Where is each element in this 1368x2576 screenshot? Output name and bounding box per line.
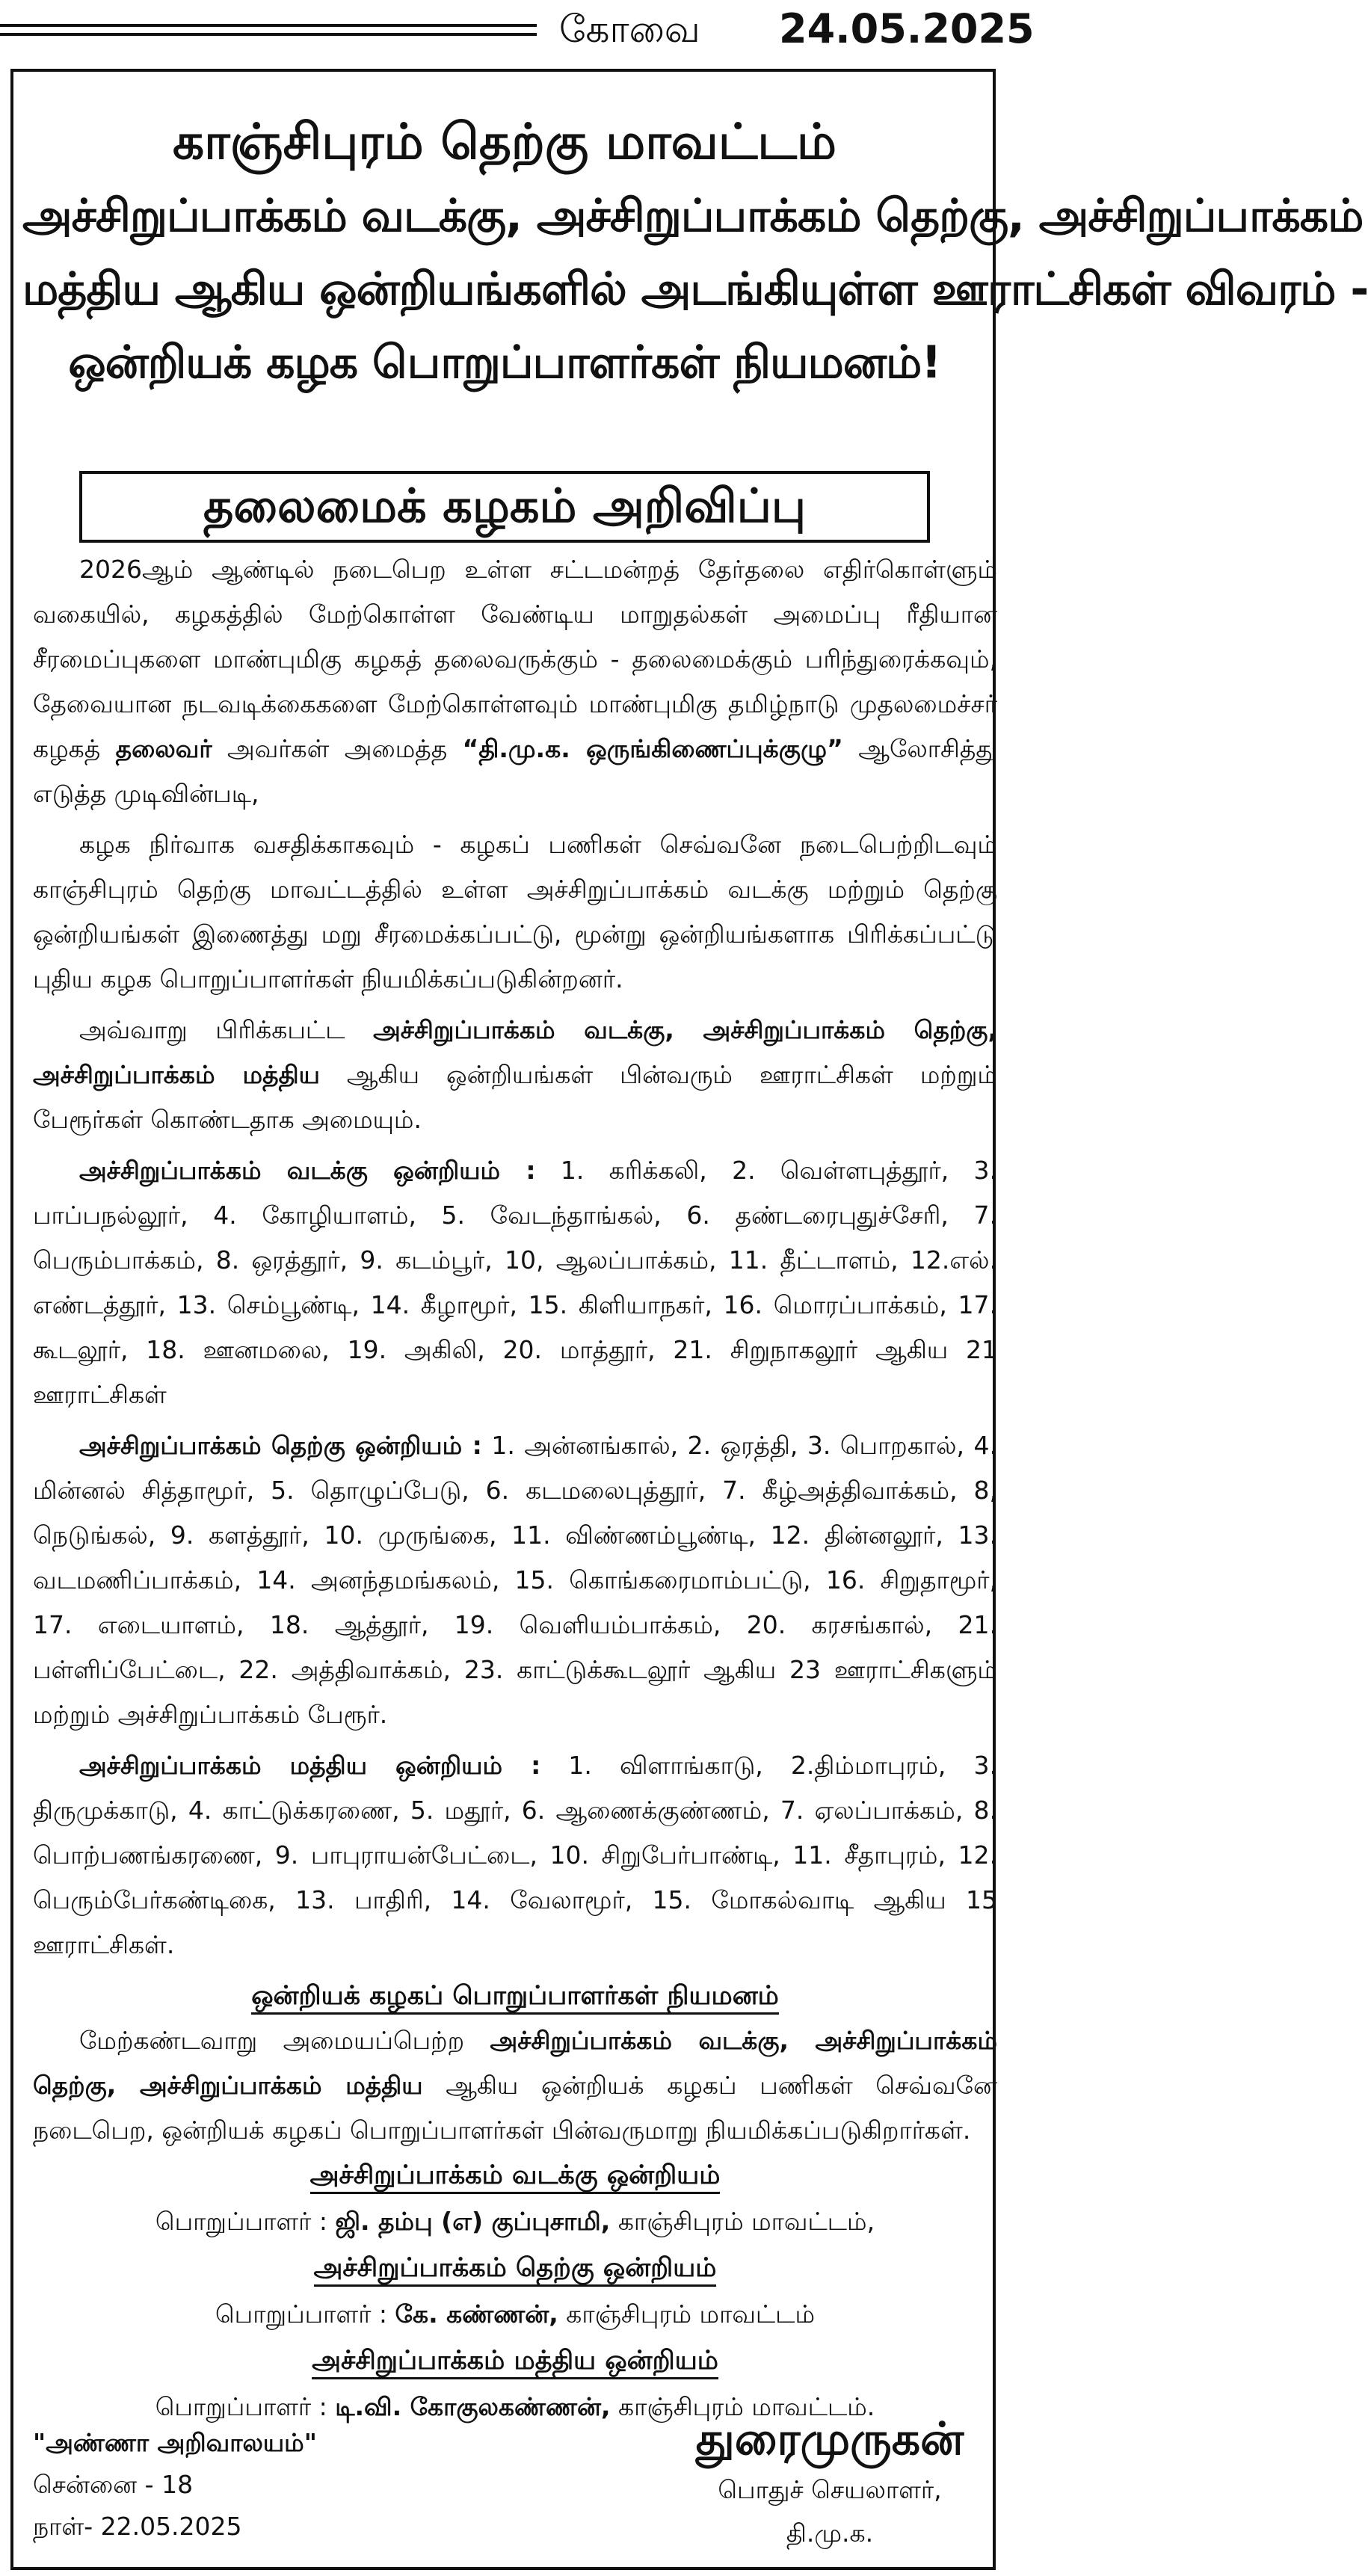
central-incharge-name: டி.வி. கோகுலகண்ணன், bbox=[335, 2392, 611, 2421]
division-text: அவ்வாறு பிரிக்கபட்ட bbox=[79, 1015, 374, 1044]
announcement-body bbox=[33, 547, 997, 2431]
south-union-title: அச்சிறுப்பாக்கம் தெற்கு ஒன்றியம் : bbox=[79, 1431, 482, 1460]
signatory-name: துரைமுருகன் bbox=[695, 2413, 964, 2465]
headline-line-3: ஒன்றியக் கழக பொறுப்பாளர்கள் நியமனம்! bbox=[68, 336, 941, 389]
headline bbox=[22, 179, 1368, 399]
south-appointment-title: அச்சிறுப்பாக்கம் தெற்கு ஒன்றியம் bbox=[33, 2246, 997, 2290]
appointments-intro: மேற்கண்டவாறு அமையப்பெற்ற அச்சிறுப்பாக்கம் வடக்கு, அச்சிறுப்பாக்கம் தெற்கு, அச்சிறுப்பாக்கம் மத்திய ஆகிய ஒன்றியக் கழகப் பணிகள் செவ்வனே நடைபெற, ஒன்றியக் கழகப் பொறுப்பாளர்கள் பின்வருமாறு நியமிக்கப்படுகிறார்கள். bbox=[33, 2026, 997, 2145]
south-incharge-name: கே. கண்ணன், bbox=[395, 2299, 558, 2329]
headline-line-1: அச்சிறுப்பாக்கம் வடக்கு, அச்சிறுப்பாக்கம் தெற்கு, அச்சிறுப்பாக்கம் bbox=[22, 190, 1364, 242]
appointments-title: ஒன்றியக் கழகப் பொறுப்பாளர்கள் நியமனம் bbox=[33, 1973, 997, 2018]
notice-title: தலைமைக் கழகம் அறிவிப்பு bbox=[79, 471, 930, 543]
signature-block bbox=[680, 2410, 979, 2555]
paragraph-division bbox=[33, 1008, 997, 1142]
paragraph-reorganisation: கழக நிர்வாக வசதிக்காகவும் - கழகப் பணிகள் செவ்வனே நடைபெற்றிடவும் காஞ்சிபுரம் தெற்கு மாவட்டத்தில் உள்ள அச்சிறுப்பாக்கம் வடக்கு மற்றும் தெற்கு ஒன்றியங்கள் இணைத்து மறு சீரமைக்கப்பட்டு, மூன்று ஒன்றியங்களாக பிரிக்கப்பட்டு புதிய கழக பொறுப்பாளர்கள் நியமிக்கப்படுகின்றனர். bbox=[33, 830, 997, 993]
header-rule-top bbox=[0, 24, 537, 27]
central-union-villages: 1. விளாங்காடு, 2.திம்மாபுரம், 3. திருமுக்காடு, 4. காட்டுக்கரணை, 5. மதூர், 6. ஆணைக்குண்ணம், 7. ஏலப்பாக்கம், 8. பொற்பணங்கரணை, 9. பாபுராயன்பேட்டை, 10. சிறுபேர்பாண்டி, 11. சீதாபுரம், 12. பெரும்பேர்கண்டிகை, 13. பாதிரி, 14. வேலாமூர், 15. மோகல்வாடி ஆகிய 15 ஊராட்சிகள். bbox=[33, 1751, 998, 1959]
north-appointment: பொறுப்பாளர் : ஜி. தம்பு (எ) குப்புசாமி, காஞ்சிபுரம் மாவட்டம், bbox=[155, 2207, 875, 2236]
office-city: சென்னை - 18 bbox=[33, 2470, 194, 2499]
edition-date: 24.05.2025 bbox=[779, 5, 1035, 52]
headline-line-2: மத்திய ஆகிய ஒன்றியங்களில் அடங்கியுள்ள ஊராட்சிகள் விவரம் - bbox=[22, 263, 1368, 315]
division-bold-unions: அச்சிறுப்பாக்கம் வடக்கு, அச்சிறுப்பாக்கம் தெற்கு, அச்சிறுப்பாக்கம் மத்திய bbox=[33, 1015, 997, 1089]
intro-text-3: ஆலோசித்து எடுத்த முடிவின்படி, bbox=[33, 734, 997, 808]
newspaper-header bbox=[0, 0, 1035, 67]
north-union-title: அச்சிறுப்பாக்கம் வடக்கு ஒன்றியம் : bbox=[79, 1156, 536, 1185]
central-appointment: பொறுப்பாளர் : டி.வி. கோகுலகண்ணன், காஞ்சிபுரம் மாவட்டம். bbox=[155, 2392, 875, 2421]
north-union-villages: 1. கரிக்கலி, 2. வெள்ளபுத்தூர், 3. பாப்பநல்லூர், 4. கோழியாளம், 5. வேடந்தாங்கல், 6. தண்டரைபுதுச்சேரி, 7. பெரும்பாக்கம், 8. ஒரத்தூர், 9. கடம்பூர், 10, ஆலப்பாக்கம், 11. தீட்டாளம், 12.எல். எண்டத்தூர், 13. செம்பூண்டி, 14. கீழாமூர், 15. கிளியாநகர், 16. மொரப்பாக்கம், 17. கூடலூர், 18. ஊனமலை, 19. அகிலி, 20. மாத்தூர், 21. சிறுநாகலூர் ஆகிய 21 ஊராட்சிகள் bbox=[33, 1156, 997, 1409]
south-union-list bbox=[33, 1423, 997, 1737]
north-incharge-name: ஜி. தம்பு (எ) குப்புசாமி, bbox=[335, 2207, 611, 2236]
party-name: தி.மு.க. bbox=[786, 2518, 874, 2548]
intro-text-2: அவர்கள் அமைத்த bbox=[212, 734, 463, 763]
north-appointment-title: அச்சிறுப்பாக்கம் வடக்கு ஒன்றியம் bbox=[33, 2153, 997, 2198]
district-title: காஞ்சிபுரம் தெற்கு மாவட்டம் bbox=[172, 113, 837, 170]
intro-bold-leader: தலைவர் bbox=[115, 734, 212, 763]
central-union-list bbox=[33, 1743, 997, 1968]
appointments-bold-unions: அச்சிறுப்பாக்கம் வடக்கு, அச்சிறுப்பாக்கம் தெற்கு, அச்சிறுப்பாக்கம் மத்திய bbox=[33, 2026, 997, 2100]
intro-bold-committee: “தி.மு.க. ஒருங்கிணைப்புக்குழு” bbox=[462, 734, 843, 763]
south-appointment: பொறுப்பாளர் : கே. கண்ணன், காஞ்சிபுரம் மாவட்டம் bbox=[215, 2299, 815, 2329]
issuing-office bbox=[33, 2422, 317, 2548]
paragraph-intro bbox=[33, 547, 997, 816]
division-text-2: ஆகிய ஒன்றியங்கள் பின்வரும் ஊராட்சிகள் மற்றும் பேரூர்கள் கொண்டதாக அமையும். bbox=[33, 1060, 997, 1134]
issue-date: நாள்- 22.05.2025 bbox=[33, 2512, 242, 2541]
intro-text: 2026ஆம் ஆண்டில் நடைபெற உள்ள சட்டமன்றத் தேர்தலை எதிர்கொள்ளும் வகையில், கழகத்தில் மேற்கொள்ள வேண்டிய மாறுதல்கள் அமைப்பு ரீதியான சீரமைப்புகளை மாண்புமிகு கழகத் தலைவருக்கும் - தலைமைக்கும் பரிந்துரைக்கவும், தேவையான நடவடிக்கைகளை மேற்கொள்ளவும் மாண்புமிகு தமிழ்நாடு முதலமைச்சர் கழகத் bbox=[33, 555, 997, 763]
south-union-villages: 1. அன்னங்கால், 2. ஒரத்தி, 3. பொறகால், 4. மின்னல் சித்தாமூர், 5. தொழுப்பேடு, 6. கடமலைபுத்தூர், 7. கீழ்அத்திவாக்கம், 8, நெடுங்கல், 9. களத்தூர், 10. முருங்கை, 11. விண்ணம்பூண்டி, 12. தின்னலூர், 13. வடமணிப்பாக்கம், 14. அனந்தமங்கலம், 15. கொங்கரைமாம்பட்டு, 16. சிறுதாமூர், 17. எடையாளம், 18. ஆத்தூர், 19. வெளியம்பாக்கம், 20. கரசங்கால், 21. பள்ளிப்பேட்டை, 22. அத்திவாக்கம், 23. காட்டுக்கூடலூர் ஆகிய 23 ஊராட்சிகளும் மற்றும் அச்சிறுப்பாக்கம் பேரூர். bbox=[33, 1431, 997, 1729]
edition-city: கோவை bbox=[559, 7, 700, 51]
central-appointment-title: அச்சிறுப்பாக்கம் மத்திய ஒன்றியம் bbox=[33, 2338, 997, 2383]
office-name: "அண்ணா அறிவாலயம்" bbox=[33, 2428, 317, 2457]
north-union-list bbox=[33, 1148, 997, 1417]
signatory-designation: பொதுச் செயலாளர், bbox=[718, 2475, 942, 2504]
central-union-title: அச்சிறுப்பாக்கம் மத்திய ஒன்றியம் : bbox=[79, 1751, 541, 1780]
header-rule-bottom bbox=[0, 33, 537, 36]
